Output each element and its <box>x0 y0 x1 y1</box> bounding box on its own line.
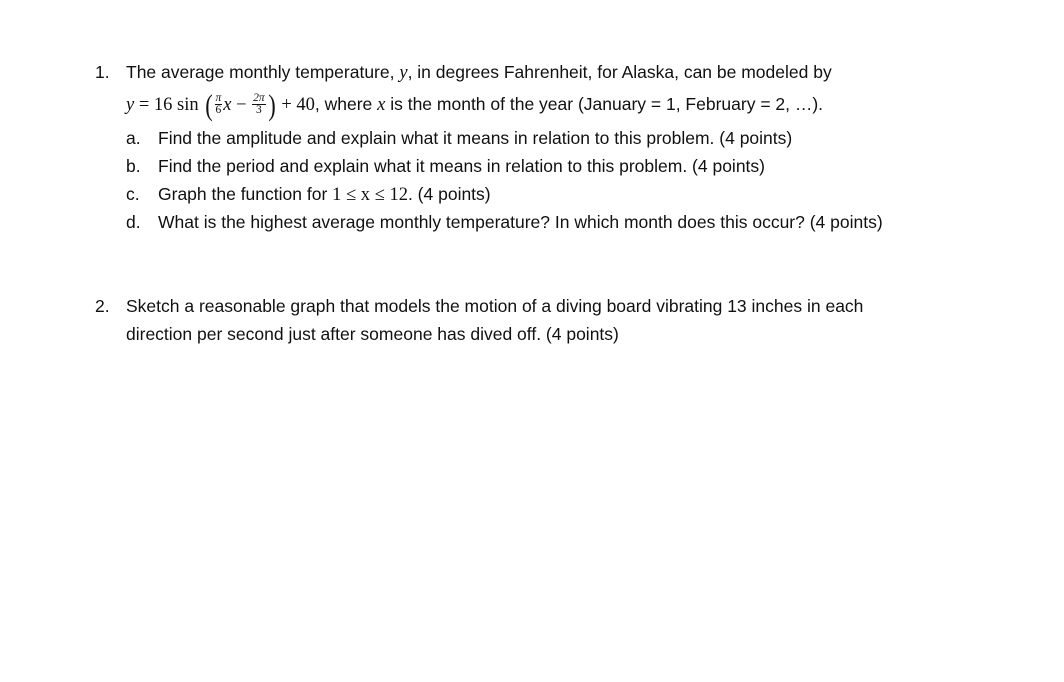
stem-text: is the month of the year (January = 1, February = 2, …). <box>385 94 824 114</box>
part-c-text: Graph the function for 1 ≤ x ≤ 12. (4 points) <box>158 184 491 205</box>
part-c-label: c. <box>126 184 140 204</box>
fraction-pi-over-6: $\frac{\pi}{6}$ <box>215 91 222 116</box>
part-b-text: Find the period and explain what it means in relation to this problem. (4 points) <box>158 156 765 176</box>
variable-x: x <box>377 95 386 115</box>
question-2-line-1: Sketch a reasonable graph that models the motion of a diving board vibrating 13 inches in each <box>126 296 864 316</box>
stem-text: The average monthly temperature, <box>126 62 400 82</box>
part-b-label: b. <box>126 156 141 176</box>
variable-x: x <box>223 95 232 115</box>
equation-plus-40: + 40 <box>276 95 315 115</box>
variable-y: y <box>399 63 408 83</box>
question-1-equation-line <box>126 89 824 122</box>
question-1-stem-line-1 <box>126 60 832 85</box>
domain-inequality: 1 ≤ x ≤ 12 <box>332 185 408 205</box>
left-paren: ( <box>204 89 213 122</box>
stem-text: , in degrees Fahrenheit, for Alaska, can be modeled by <box>407 62 832 82</box>
question-2-line-2: direction per second just after someone has dived off. (4 points) <box>126 324 619 344</box>
part-a-label: a. <box>126 128 141 148</box>
part-d-label: d. <box>126 212 141 232</box>
part-d-text: What is the highest average monthly temperature? In which month does this occur? (4 points) <box>158 212 883 232</box>
right-paren: ) <box>267 89 276 122</box>
equation-lhs: y = 16 sin <box>126 95 199 115</box>
part-a-text: Find the amplitude and explain what it means in relation to this problem. (4 points) <box>158 128 793 148</box>
stem-text: , where <box>314 94 378 114</box>
question-1-number: 1. <box>95 62 110 82</box>
question-2-number: 2. <box>95 296 110 316</box>
fraction-2pi-over-3: $\frac{2\pi}{3}$ <box>253 91 265 116</box>
minus-sign: − <box>231 95 252 115</box>
